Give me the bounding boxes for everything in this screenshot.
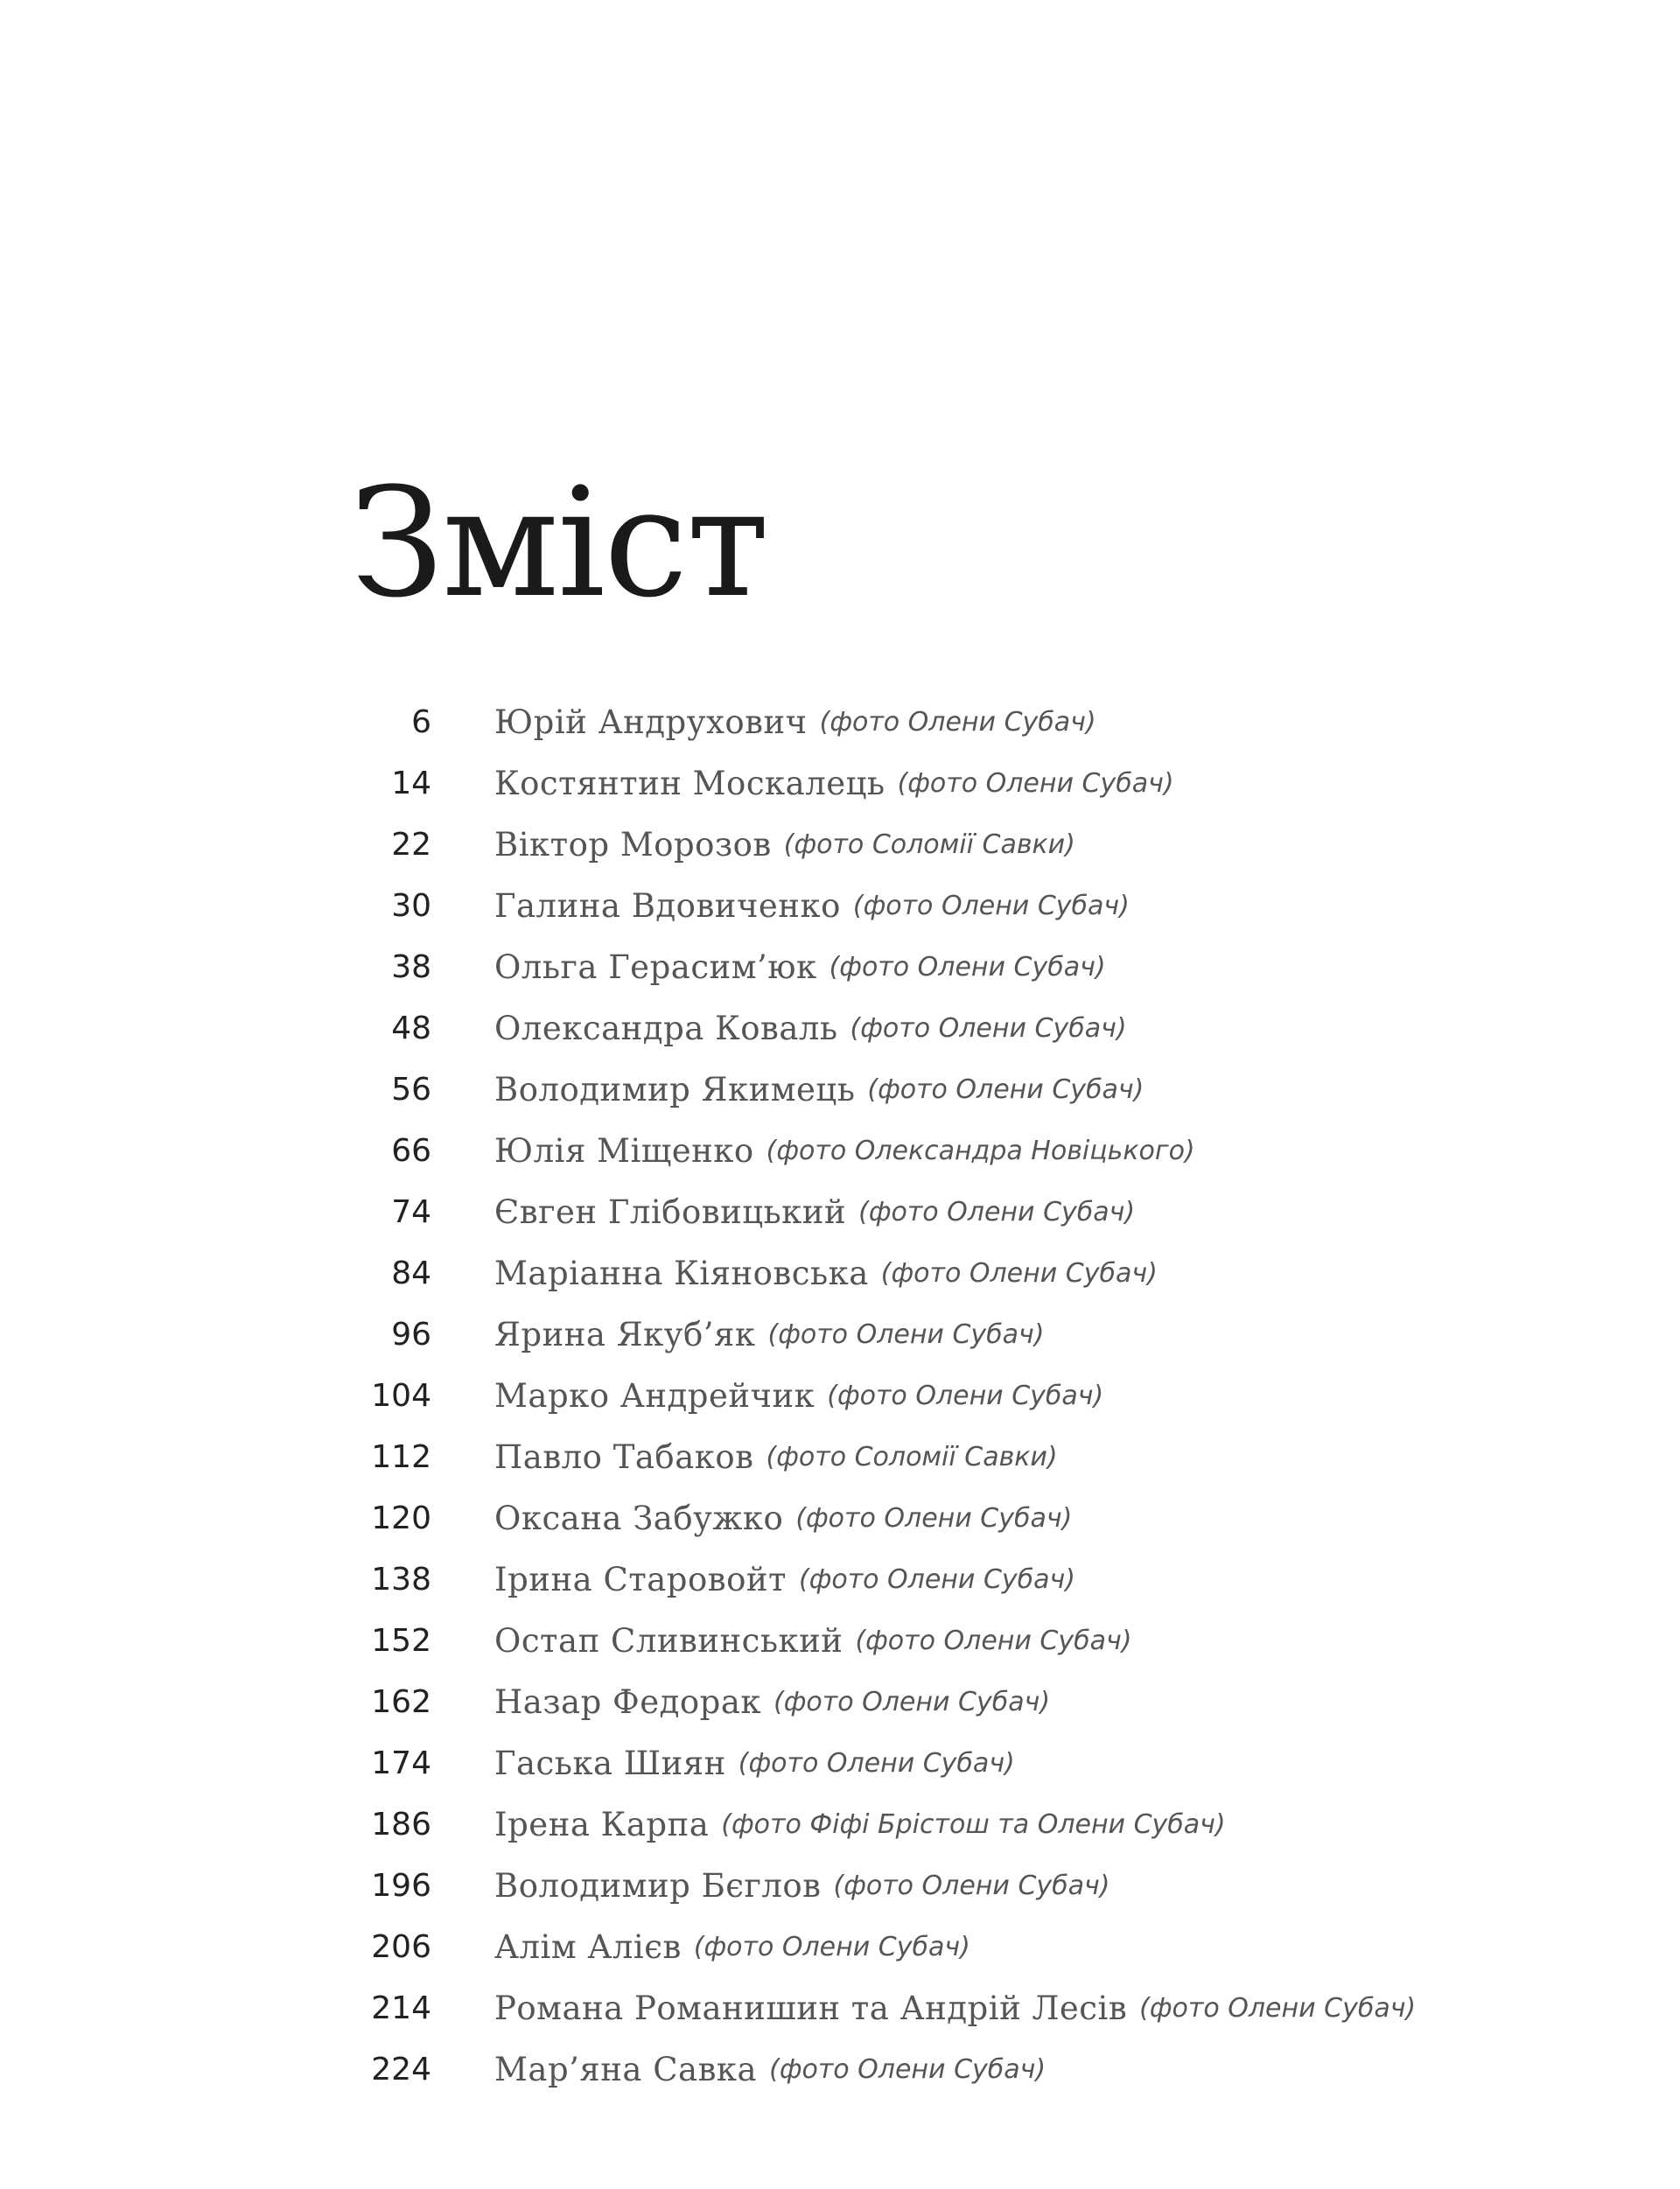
page-number: 152 xyxy=(371,1622,431,1659)
author-name: Ірена Карпа xyxy=(494,1805,710,1843)
toc-entry xyxy=(0,1304,1680,1365)
table-of-contents xyxy=(0,691,1680,2100)
author-name: Костянтин Москалець xyxy=(494,764,886,802)
author-name: Мар’яна Савка xyxy=(494,2050,758,2088)
page-number: 224 xyxy=(371,2051,431,2088)
toc-entry xyxy=(0,1059,1680,1120)
page-number: 56 xyxy=(391,1071,431,1108)
author-name: Остап Сливинський xyxy=(494,1621,844,1660)
author-name: Алім Алієв xyxy=(494,1927,682,1966)
photo-credit: (фото Олени Субач) xyxy=(850,1012,1127,1044)
photo-credit: (фото Олени Субач) xyxy=(819,706,1096,738)
author-name: Володимир Бєглов xyxy=(494,1866,822,1905)
photo-credit: (фото Фіфі Брістош та Олени Субач) xyxy=(721,1808,1226,1840)
page-number: 120 xyxy=(371,1500,431,1536)
toc-entry xyxy=(0,1365,1680,1426)
page-number: 74 xyxy=(391,1193,431,1230)
page-title: Зміст xyxy=(350,455,768,632)
page-number: 206 xyxy=(371,1928,431,1965)
photo-credit: (фото Олени Субач) xyxy=(1139,1992,1417,2024)
page-number: 162 xyxy=(371,1683,431,1720)
author-name: Юрій Андрухович xyxy=(494,703,808,741)
toc-entry xyxy=(0,875,1680,936)
toc-entry xyxy=(0,691,1680,752)
author-name: Володимир Якимець xyxy=(494,1070,856,1108)
toc-entry xyxy=(0,1977,1680,2039)
page-number: 84 xyxy=(391,1255,431,1291)
photo-credit: (фото Олени Субач) xyxy=(767,1318,1045,1350)
page-number: 196 xyxy=(371,1867,431,1904)
page-number: 104 xyxy=(371,1377,431,1414)
toc-entry xyxy=(0,1732,1680,1794)
page-number: 96 xyxy=(391,1316,431,1353)
toc-entry xyxy=(0,1794,1680,1855)
photo-credit: (фото Олени Субач) xyxy=(738,1747,1015,1779)
author-name: Віктор Морозов xyxy=(494,825,772,864)
photo-credit: (фото Олени Субач) xyxy=(897,767,1174,799)
toc-entry xyxy=(0,814,1680,875)
page-number: 186 xyxy=(371,1806,431,1843)
photo-credit: (фото Олени Субач) xyxy=(827,1380,1104,1411)
photo-credit: (фото Олени Субач) xyxy=(693,1931,970,1962)
page-number: 30 xyxy=(391,887,431,924)
photo-credit: (фото Олени Субач) xyxy=(774,1686,1051,1717)
toc-entry xyxy=(0,1916,1680,1977)
author-name: Маріанна Кіяновська xyxy=(494,1254,869,1292)
page-number: 22 xyxy=(391,826,431,863)
author-name: Назар Федорак xyxy=(494,1682,762,1721)
page-number: 138 xyxy=(371,1561,431,1598)
author-name: Павло Табаков xyxy=(494,1437,754,1476)
page-number: 214 xyxy=(371,1990,431,2026)
author-name: Гаська Шиян xyxy=(494,1744,726,1782)
toc-entry xyxy=(0,1855,1680,1916)
photo-credit: (фото Соломії Савки) xyxy=(783,829,1075,860)
toc-entry xyxy=(0,1671,1680,1732)
author-name: Євген Глібовицький xyxy=(494,1192,847,1231)
toc-entry xyxy=(0,1549,1680,1610)
page-number: 6 xyxy=(411,703,431,740)
toc-entry xyxy=(0,1242,1680,1304)
photo-credit: (фото Олени Субач) xyxy=(833,1870,1110,1901)
toc-entry xyxy=(0,752,1680,814)
photo-credit: (фото Олени Субач) xyxy=(795,1502,1073,1534)
photo-credit: (фото Олени Субач) xyxy=(867,1074,1144,1105)
author-name: Ольга Герасим’юк xyxy=(494,948,817,986)
photo-credit: (фото Олени Субач) xyxy=(769,2053,1046,2085)
page-number: 66 xyxy=(391,1132,431,1169)
toc-entry xyxy=(0,1181,1680,1242)
author-name: Романа Романишин та Андрій Лесів xyxy=(494,1989,1128,2027)
author-name: Марко Андрейчик xyxy=(494,1376,816,1415)
toc-entry xyxy=(0,1426,1680,1487)
page-number: 112 xyxy=(371,1438,431,1475)
toc-entry xyxy=(0,936,1680,997)
author-name: Ярина Якуб’як xyxy=(494,1315,756,1353)
photo-credit: (фото Соломії Савки) xyxy=(766,1441,1058,1472)
toc-entry xyxy=(0,1120,1680,1181)
photo-credit: (фото Олени Субач) xyxy=(855,1625,1132,1656)
page-number: 174 xyxy=(371,1745,431,1781)
page-number: 38 xyxy=(391,948,431,985)
photo-credit: (фото Олени Субач) xyxy=(858,1196,1136,1227)
photo-credit: (фото Олени Субач) xyxy=(829,951,1106,983)
toc-entry xyxy=(0,2039,1680,2100)
author-name: Юлія Міщенко xyxy=(494,1131,754,1170)
author-name: Ірина Старовойт xyxy=(494,1560,787,1598)
photo-credit: (фото Олени Субач) xyxy=(798,1563,1075,1595)
photo-credit: (фото Олени Субач) xyxy=(852,890,1130,921)
author-name: Олександра Коваль xyxy=(494,1009,838,1047)
page-number: 14 xyxy=(391,765,431,801)
page-number: 48 xyxy=(391,1010,431,1046)
toc-entry xyxy=(0,1610,1680,1671)
photo-credit: (фото Олени Субач) xyxy=(880,1257,1158,1289)
toc-entry xyxy=(0,997,1680,1059)
author-name: Оксана Забужко xyxy=(494,1499,784,1537)
toc-entry xyxy=(0,1487,1680,1549)
photo-credit: (фото Олександра Новіцького) xyxy=(766,1135,1195,1166)
author-name: Галина Вдовиченко xyxy=(494,886,841,925)
